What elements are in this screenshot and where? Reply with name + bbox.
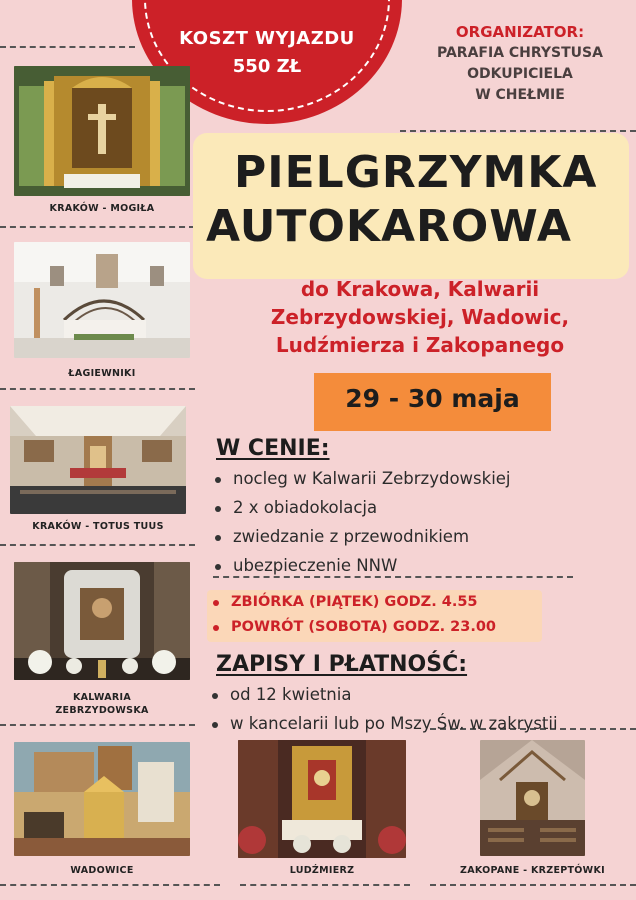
- caption-kalwaria-line2: ZEBRZYDOWSKA: [55, 705, 149, 716]
- schedule-list: [211, 590, 551, 640]
- page-title: [206, 146, 626, 254]
- separator: [0, 884, 220, 886]
- organizer-block: [410, 22, 630, 106]
- list-item: ZBIÓRKA (PIĄTEK) GODZ. 4.55: [211, 590, 551, 615]
- subtitle-line: do Krakowa, Kalwarii: [300, 277, 540, 301]
- photo-krakow-mogila: [14, 66, 190, 196]
- photo-zakopane-krzeptowki: [480, 740, 585, 856]
- separator: [0, 46, 135, 48]
- photo-ludzmierz: [238, 740, 406, 858]
- subtitle-line: Ludźmierza i Zakopanego: [275, 333, 565, 357]
- separator: [430, 884, 636, 886]
- organizer-line: W CHEŁMIE: [475, 87, 565, 103]
- separator: [0, 388, 195, 390]
- caption-kalwaria-line1: KALWARIA: [72, 692, 132, 703]
- registration-list: [210, 680, 630, 738]
- photo-kalwaria-zebrzydowska: [14, 562, 190, 680]
- price-label: KOSZT WYJAZDU: [179, 28, 355, 49]
- title-line: PIELGRZYMKA: [234, 147, 598, 198]
- separator: [0, 226, 195, 228]
- photo-wadowice: [14, 742, 190, 856]
- subtitle: [220, 275, 620, 359]
- list-item: POWRÓT (SOBOTA) GODZ. 23.00: [211, 615, 551, 640]
- subtitle-line: Zebrzydowskiej, Wadowic,: [270, 305, 570, 329]
- caption-lagiewniki: ŁAGIEWNIKI: [68, 368, 136, 379]
- separator: [0, 544, 195, 546]
- caption-wadowice: WADOWICE: [70, 865, 134, 876]
- caption-krakow-totus-tuus: KRAKÓW - TOTUS TUUS: [32, 521, 164, 532]
- list-item: nocleg w Kalwarii Zebrzydowskiej: [213, 464, 623, 493]
- included-heading: W CENIE:: [216, 436, 330, 461]
- list-item: w kancelarii lub po Mszy Św. w zakrystii: [210, 709, 630, 738]
- list-item: od 12 kwietnia: [210, 680, 630, 709]
- photo-lagiewniki: [14, 242, 190, 358]
- included-list: [213, 464, 623, 580]
- price-value: 550 ZŁ: [232, 56, 302, 77]
- separator: [0, 724, 195, 726]
- organizer-line: ODKUPICIELA: [467, 66, 573, 82]
- caption-ludzmierz: LUDŹMIERZ: [289, 865, 355, 876]
- trip-date: 29 - 30 maja: [345, 384, 520, 413]
- registration-heading: ZAPISY I PŁATNOŚĆ:: [216, 652, 468, 677]
- caption-krakow-mogila: KRAKÓW - MOGIŁA: [49, 203, 155, 214]
- list-item: ubezpieczenie NNW: [213, 551, 623, 580]
- organizer-label: ORGANIZATOR:: [455, 23, 585, 41]
- title-line: AUTOKAROWA: [206, 201, 572, 252]
- organizer-line: PARAFIA CHRYSTUSA: [437, 45, 603, 61]
- separator: [240, 884, 410, 886]
- photo-krakow-totus-tuus: [10, 406, 186, 514]
- list-item: zwiedzanie z przewodnikiem: [213, 522, 623, 551]
- list-item: 2 x obiadokolacja: [213, 493, 623, 522]
- separator: [400, 130, 636, 132]
- caption-zakopane: ZAKOPANE - KRZEPTÓWKI: [460, 865, 605, 876]
